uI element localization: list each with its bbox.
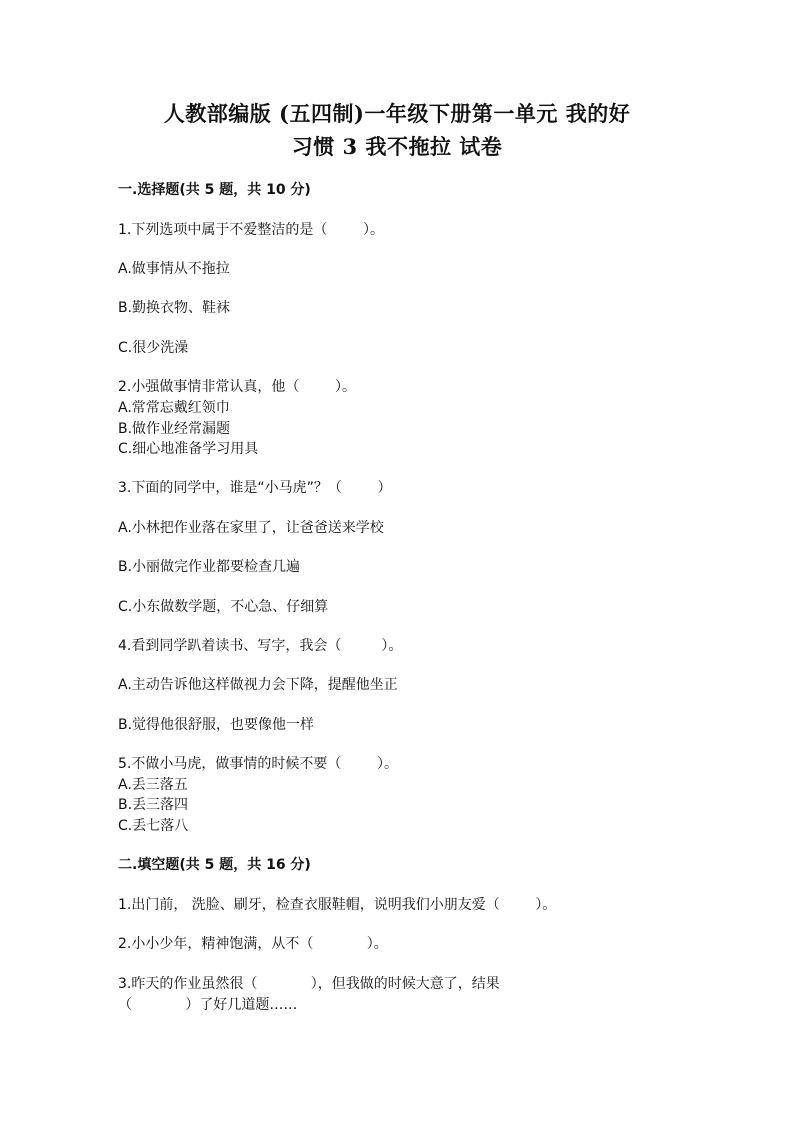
question-2-option-b: B.做作业经常漏题: [118, 421, 231, 437]
question-5-option-b: B.丢三落四: [118, 797, 189, 813]
question-1-option-c: C.很少洗澡: [118, 340, 189, 356]
question-5-option-a: A.丢三落五: [118, 777, 188, 793]
document-title-line-2: 习惯 3 我不拖拉 试卷: [291, 134, 503, 159]
section-heading-choice: 一.选择题(共 5 题，共 10 分): [118, 182, 311, 198]
question-1-stem: 1.下列选项中属于不爱整洁的是（ ）。: [118, 222, 384, 238]
question-3-option-a: A.小林把作业落在家里了，让爸爸送来学校: [118, 520, 384, 536]
question-3-option-b: B.小丽做完作业都要检查几遍: [118, 559, 301, 575]
question-3-stem: 3.下面的同学中，谁是“小马虎”？（ ）: [118, 480, 392, 496]
question-4-option-a: A.主动告诉他这样做视力会下降，提醒他坐正: [118, 677, 398, 693]
fill-question-2: 2.小小少年，精神饱满，从不（ ）。: [118, 936, 388, 952]
question-2-stem: 2.小强做事情非常认真，他（ ）。: [118, 379, 356, 395]
section-heading-fill-blank: 二.填空题(共 5 题，共 16 分): [118, 857, 311, 873]
fill-question-3-line-1: 3.昨天的作业虽然很（ ），但我做的时候大意了，结果: [118, 976, 500, 992]
fill-question-3-line-2: （ ）了好几道题……: [118, 997, 298, 1013]
document-title-line-1: 人教部编版 (五四制)一年级下册第一单元 我的好: [163, 101, 631, 126]
question-3-option-c: C.小东做数学题，不心急、仔细算: [118, 599, 329, 615]
question-1-option-a: A.做事情从不拖拉: [118, 261, 230, 277]
question-5-option-c: C.丢七落八: [118, 818, 189, 834]
question-2-option-c: C.细心地准备学习用具: [118, 441, 259, 457]
question-4-option-b: B.觉得他很舒服，也要像他一样: [118, 717, 315, 733]
question-4-stem: 4.看到同学趴着读书、写字，我会（ ）。: [118, 638, 403, 654]
question-2-option-a: A.常常忘戴红领巾: [118, 400, 230, 416]
question-5-stem: 5.不做小马虎，做事情的时候不要（ ）。: [118, 756, 398, 772]
question-1-option-b: B.勤换衣物、鞋袜: [118, 300, 231, 316]
fill-question-1: 1.出门前， 洗脸、刷牙，检查衣服鞋帽，说明我们小朋友爱（ ）。: [118, 897, 557, 913]
